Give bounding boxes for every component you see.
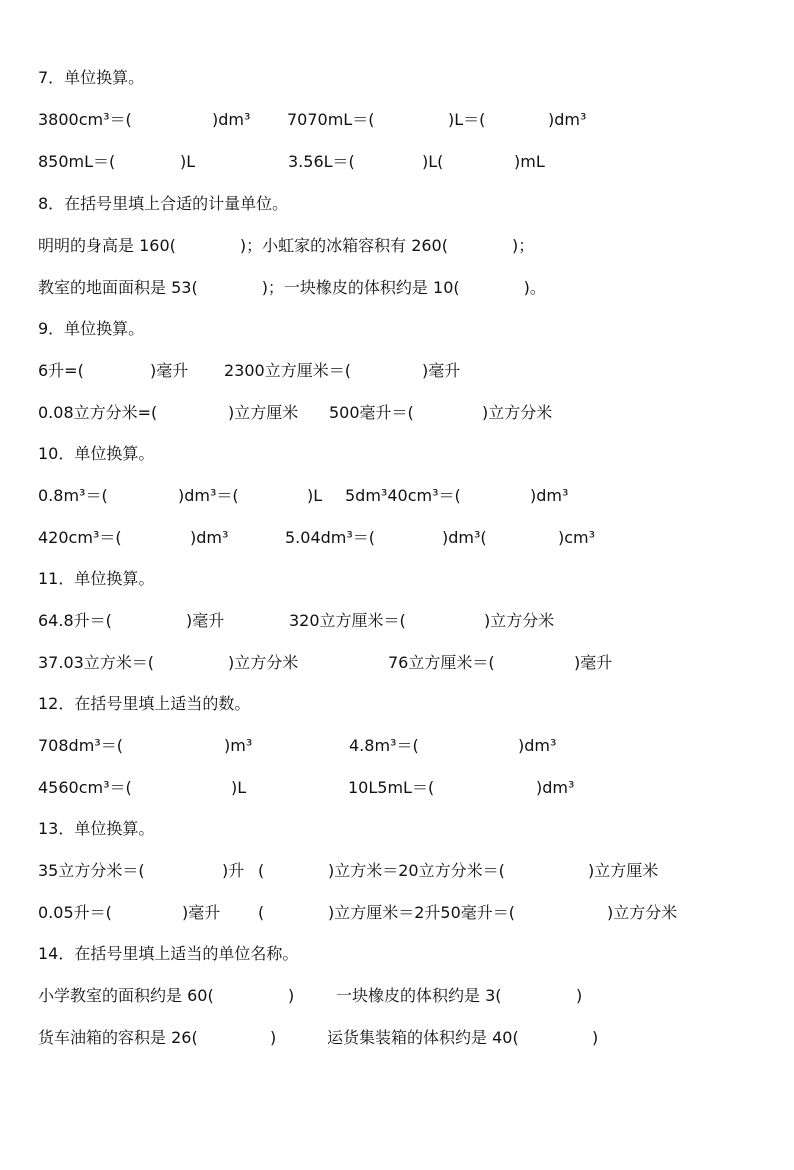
q13-item1-a: 35立方分米＝( bbox=[38, 861, 145, 880]
q12-item1-a: 708dm³＝( bbox=[38, 736, 123, 755]
q14-item4-b: ) bbox=[528, 1028, 599, 1047]
q10-item3-b: )dm³ bbox=[126, 528, 229, 547]
q13-title: 13．单位换算。 bbox=[38, 819, 155, 838]
q12-row1 bbox=[38, 734, 738, 758]
q10-item2-b: )dm³ bbox=[466, 486, 569, 505]
q12-item4-a: 10L5mL＝( bbox=[348, 778, 435, 797]
q10-title: 10．单位换算。 bbox=[38, 444, 155, 463]
q12-title: 12．在括号里填上适当的数。 bbox=[38, 694, 251, 713]
q9-item3-a: 0.08立方分米=( bbox=[38, 403, 158, 422]
q7-title: 7．单位换算。 bbox=[38, 68, 145, 87]
q11-item3-b: )立方分米 bbox=[164, 653, 299, 672]
q8-row2: 教室的地面面积是 53( )；一块橡皮的体积约是 10( )。 bbox=[38, 278, 546, 297]
q10-item1-a: 0.8m³＝( bbox=[38, 486, 108, 505]
q9-item4-a: 500毫升＝( bbox=[329, 403, 414, 422]
q9-item3-b: )立方厘米 bbox=[164, 403, 299, 422]
q7-item2-c: )dm³ bbox=[484, 110, 587, 129]
q9-item1-b: )毫升 bbox=[86, 361, 189, 380]
q13-item4-b: )立方厘米＝2升50毫升＝( bbox=[264, 903, 516, 922]
q12-item3-b: )L bbox=[135, 778, 247, 797]
q11-item3-a: 37.03立方米＝( bbox=[38, 653, 155, 672]
q11-title: 11．单位换算。 bbox=[38, 569, 155, 588]
q11-item2-a: 320立方厘米＝( bbox=[289, 611, 406, 630]
q11-item4-a: 76立方厘米＝( bbox=[388, 653, 495, 672]
q7-item4-a: 3.56L＝( bbox=[288, 152, 355, 171]
q9-row2 bbox=[38, 401, 738, 425]
q11-row1 bbox=[38, 609, 738, 633]
q10-item4-a: 5.04dm³＝( bbox=[285, 528, 376, 547]
q10-item3-a: 420cm³＝( bbox=[38, 528, 122, 547]
q8-title: 8．在括号里填上合适的计量单位。 bbox=[38, 194, 289, 213]
q7-item3-b: )L bbox=[116, 152, 196, 171]
q10-item2-a: 5dm³40cm³＝( bbox=[345, 486, 461, 505]
q13-item2-open: ( bbox=[258, 861, 265, 880]
q9-item2-a: 2300立方厘米＝( bbox=[224, 361, 351, 380]
q14-item3-b: ) bbox=[206, 1028, 277, 1047]
q12-item2-b: )dm³ bbox=[422, 736, 557, 755]
q9-title: 9．单位换算。 bbox=[38, 319, 145, 338]
q14-row2 bbox=[38, 1026, 738, 1050]
q14-item3-a: 货车油箱的容积是 26( bbox=[38, 1028, 198, 1047]
q7-item3-a: 850mL＝( bbox=[38, 152, 116, 171]
q9-item1-a: 6升=( bbox=[38, 361, 84, 380]
q14-row1 bbox=[38, 984, 738, 1008]
q12-row2 bbox=[38, 776, 738, 800]
q13-item2-b: )立方米＝20立方分米＝( bbox=[264, 861, 505, 880]
q10-item1-b: )dm³＝( bbox=[114, 486, 239, 505]
q14-item1-b: ) bbox=[224, 986, 295, 1005]
q7-item1-b: )dm³ bbox=[148, 110, 251, 129]
q11-item1-b: )毫升 bbox=[122, 611, 225, 630]
q7-item2-b: )L＝( bbox=[384, 110, 486, 129]
q7-row2 bbox=[38, 150, 738, 174]
q11-item2-b: )立方分米 bbox=[420, 611, 555, 630]
q7-item2-a: 7070mL＝( bbox=[287, 110, 375, 129]
q9-row1 bbox=[38, 359, 738, 383]
q11-item4-b: )毫升 bbox=[510, 653, 613, 672]
q13-item1-b: )升 bbox=[158, 861, 245, 880]
q8-row1: 明明的身高是 160( )；小虹家的冰箱容积有 260( )； bbox=[38, 236, 535, 255]
q10-item4-c: )cm³ bbox=[494, 528, 596, 547]
q7-row1 bbox=[38, 108, 738, 132]
q14-item2-b: ) bbox=[512, 986, 583, 1005]
q12-item4-b: )dm³ bbox=[440, 778, 575, 797]
q9-item2-b: )毫升 bbox=[358, 361, 461, 380]
q13-item3-a: 0.05升＝( bbox=[38, 903, 112, 922]
q13-row2 bbox=[38, 901, 738, 925]
q10-row2 bbox=[38, 526, 738, 550]
q7-item1-a: 3800cm³＝( bbox=[38, 110, 132, 129]
q13-item4-c: )立方分米 bbox=[543, 903, 678, 922]
q13-item2-c: )立方厘米 bbox=[524, 861, 659, 880]
q11-row2 bbox=[38, 651, 738, 675]
q12-item3-a: 4560cm³＝( bbox=[38, 778, 132, 797]
q10-item1-c: )L bbox=[243, 486, 323, 505]
q14-item2-a: 一块橡皮的体积约是 3( bbox=[336, 986, 502, 1005]
q10-row1 bbox=[38, 484, 738, 508]
q13-item4-open: ( bbox=[258, 903, 265, 922]
q13-item3-b: )毫升 bbox=[118, 903, 221, 922]
q13-row1 bbox=[38, 859, 738, 883]
q12-item1-b: )m³ bbox=[128, 736, 253, 755]
q12-item2-a: 4.8m³＝( bbox=[349, 736, 419, 755]
q10-item4-b: )dm³( bbox=[378, 528, 487, 547]
q14-item4-a: 运货集装箱的体积约是 40( bbox=[327, 1028, 519, 1047]
q14-item1-a: 小学教室的面积约是 60( bbox=[38, 986, 214, 1005]
q7-item4-c: )mL bbox=[450, 152, 545, 171]
q14-title: 14．在括号里填上适当的单位名称。 bbox=[38, 944, 299, 963]
q9-item4-b: )立方分米 bbox=[418, 403, 553, 422]
q7-item4-b: )L( bbox=[358, 152, 444, 171]
q11-item1-a: 64.8升＝( bbox=[38, 611, 112, 630]
